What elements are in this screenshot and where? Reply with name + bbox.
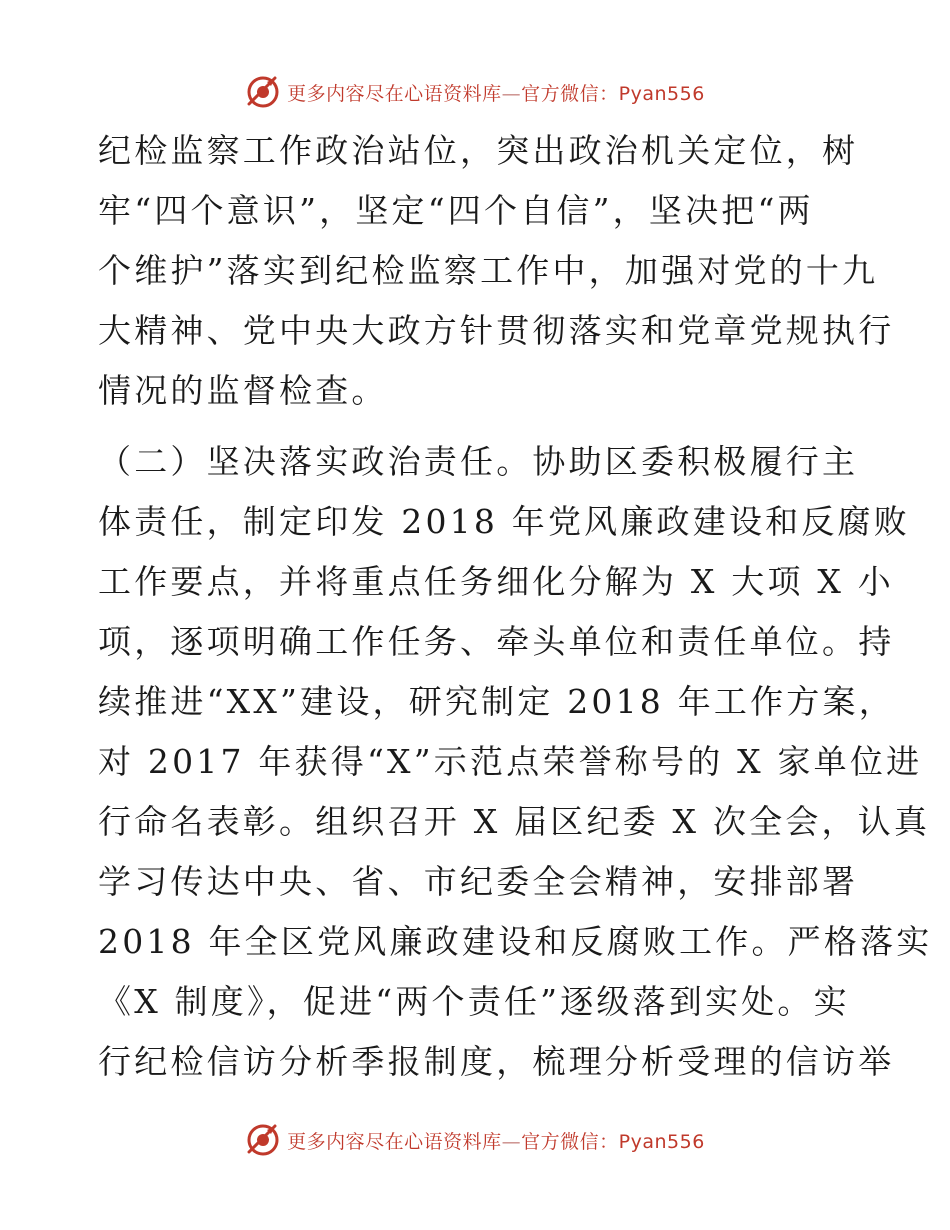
watermark-text bbox=[287, 1127, 705, 1154]
text-line: 《X 制度》，促进“两个责任”逐级落到实处。实 bbox=[98, 982, 850, 1021]
text-line: 工作要点，并将重点任务细化分解为 X 大项 X 小 bbox=[98, 562, 894, 601]
paragraph bbox=[98, 432, 933, 1092]
text-line: 情况的监督检查。 bbox=[98, 371, 388, 410]
text-line: 行命名表彰。组织召开 X 届区纪委 X 次全会，认真 bbox=[98, 802, 931, 841]
text-line: 2018 年全区党风廉政建设和反腐败工作。严格落实 bbox=[98, 922, 933, 961]
text-line: 行纪检信访分析季报制度，梳理分析受理的信访举 bbox=[98, 1042, 895, 1081]
watermark-wechat: 官方微信：Pyan556 bbox=[521, 1130, 705, 1153]
watermark-wechat: 官方微信：Pyan556 bbox=[521, 82, 705, 105]
text-line: 大精神、党中央大政方针贯彻落实和党章党规执行 bbox=[98, 311, 895, 350]
watermark-text bbox=[287, 79, 705, 106]
paragraph bbox=[98, 121, 895, 421]
brand-logo-icon bbox=[245, 1122, 281, 1158]
text-line: 牢“四个意识”，坚定“四个自信”，坚决把“两 bbox=[98, 191, 814, 230]
text-line: 项，逐项明确工作任务、牵头单位和责任单位。持 bbox=[98, 622, 895, 661]
document-body bbox=[98, 121, 933, 1092]
brand-logo-icon bbox=[245, 74, 281, 110]
header-watermark bbox=[0, 72, 950, 112]
footer-watermark bbox=[0, 1120, 950, 1160]
text-line: （二）坚决落实政治责任。协助区委积极履行主 bbox=[98, 442, 859, 481]
text-line: 续推进“XX”建设，研究制定 2018 年工作方案， bbox=[98, 682, 895, 721]
watermark-main: 更多内容尽在心语资料库 bbox=[287, 1130, 502, 1153]
text-line: 学习传达中央、省、市纪委全会精神，安排部署 bbox=[98, 862, 859, 901]
text-line: 对 2017 年获得“X”示范点荣誉称号的 X 家单位进 bbox=[98, 742, 923, 781]
paragraph-gap bbox=[98, 421, 868, 432]
watermark-separator: — bbox=[501, 1130, 522, 1153]
text-line: 体责任，制定印发 2018 年党风廉政建设和反腐败 bbox=[98, 502, 910, 541]
text-line: 纪检监察工作政治站位，突出政治机关定位，树 bbox=[98, 131, 859, 170]
watermark-separator: — bbox=[501, 82, 522, 105]
watermark-main: 更多内容尽在心语资料库 bbox=[287, 82, 502, 105]
text-line: 个维护”落实到纪检监察工作中，加强对党的十九 bbox=[98, 251, 879, 290]
